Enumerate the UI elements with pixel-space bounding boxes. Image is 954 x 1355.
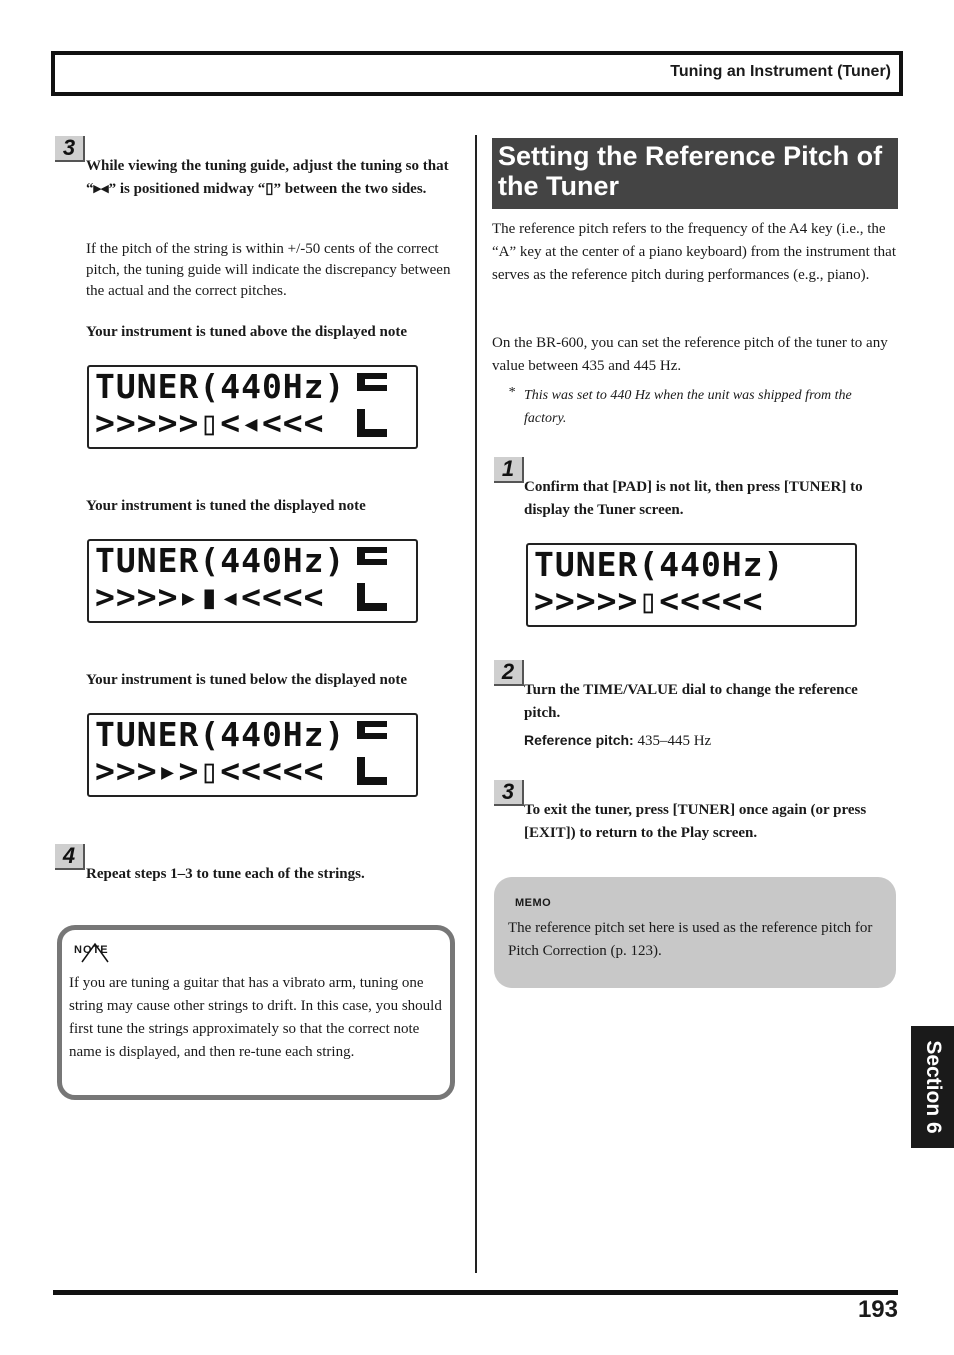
lcd-display-in-tune bbox=[87, 539, 418, 623]
lcd-line-2: >>>>▸▮◂<<<< bbox=[95, 577, 325, 616]
column-divider bbox=[475, 135, 477, 1273]
step-1-instruction: Confirm that [PAD] is not lit, then press [TUNER] to display the Tuner screen. bbox=[524, 479, 863, 518]
step-number-1: 1 bbox=[494, 457, 524, 483]
footer-rule bbox=[53, 1290, 898, 1295]
note-icon: NOTE bbox=[74, 944, 109, 956]
intro-paragraph-2: On the BR-600, you can set the reference pitch of the tuner to any value between 435 and 445 Hz. bbox=[492, 335, 888, 374]
lcd-display-tuner bbox=[526, 543, 857, 627]
step-3-body: If the pitch of the string is within +/-50 cents of the correct pitch, the tuning guide will indicate the discrepancy between the actual and the correct pitches. bbox=[86, 241, 451, 299]
step-4-instruction: Repeat steps 1–3 to tune each of the strings. bbox=[86, 866, 365, 882]
step-3-instruction-mid: ” is positioned midway “ bbox=[108, 181, 266, 197]
reference-pitch-value: 435–445 Hz bbox=[637, 733, 712, 749]
step-number-3: 3 bbox=[55, 136, 85, 162]
section-heading: Setting the Reference Pitch of the Tuner bbox=[492, 138, 898, 209]
case-label-above: Your instrument is tuned above the displayed note bbox=[86, 324, 408, 340]
center-bar-icon: ▯ bbox=[265, 181, 274, 197]
note-box bbox=[57, 925, 455, 1100]
step-number-2: 2 bbox=[494, 660, 524, 686]
lcd-line-2: >>>>>▯<◂<<< bbox=[95, 403, 325, 442]
tuning-arrows-icon: ▸◂ bbox=[93, 181, 109, 197]
footnote-mark: * bbox=[508, 385, 515, 400]
note-e-icon bbox=[355, 719, 389, 789]
case-label-below: Your instrument is tuned below the displayed note bbox=[86, 672, 408, 688]
step-3-instruction bbox=[86, 155, 461, 201]
note-text: If you are tuning a guitar that has a vibrato arm, tuning one string may cause other strings to drift. In this case, you should first tune the strings approximately so that the correct note name is displayed, and then re-tune each string. bbox=[69, 975, 442, 1060]
section-tab bbox=[911, 1026, 954, 1148]
lcd-display-above bbox=[87, 365, 418, 449]
case-label-in-tune: Your instrument is tuned the displayed note bbox=[86, 498, 366, 514]
reference-pitch-parameter bbox=[524, 732, 711, 750]
lcd-display-below bbox=[87, 713, 418, 797]
step-2-instruction: Turn the TIME/VALUE dial to change the reference pitch. bbox=[524, 682, 858, 721]
step-3-instruction-post: ” between the two sides. bbox=[273, 181, 427, 197]
lcd-line-1: TUNER(440Hz) bbox=[95, 715, 346, 754]
running-header-title: Tuning an Instrument (Tuner) bbox=[670, 63, 891, 80]
footnote: This was set to 440 Hz when the unit was shipped from the factory. bbox=[524, 388, 852, 426]
running-header bbox=[51, 51, 903, 96]
note-e-icon bbox=[355, 371, 389, 441]
lcd-line-1: TUNER(440Hz) bbox=[95, 541, 346, 580]
memo-icon: MEMO bbox=[515, 897, 552, 909]
note-hand-icon bbox=[78, 942, 112, 966]
lcd-line-2: >>>▸>▯<<<<< bbox=[95, 751, 325, 790]
lcd-line-1: TUNER(440Hz) bbox=[534, 545, 785, 584]
lcd-line-2: >>>>>▯<<<<< bbox=[534, 581, 764, 620]
reference-pitch-label: Reference pitch: bbox=[524, 732, 634, 748]
step-number-3-right: 3 bbox=[494, 780, 524, 806]
page-number: 193 bbox=[857, 1296, 898, 1323]
section-tab-label: Section 6 bbox=[921, 1040, 945, 1134]
intro-paragraph-1: The reference pitch refers to the frequency of the A4 key (i.e., the “A” key at the center of a piano keyboard) from the instrument that serves as the reference pitch during performances (e.g., piano). bbox=[492, 221, 897, 283]
note-e-icon bbox=[355, 545, 389, 615]
memo-text: The reference pitch set here is used as the reference pitch for Pitch Correction (p. 123). bbox=[508, 920, 873, 959]
step-number-4: 4 bbox=[55, 844, 85, 870]
lcd-line-1: TUNER(440Hz) bbox=[95, 367, 346, 406]
step-3-exit-instruction: To exit the tuner, press [TUNER] once again (or press [EXIT]) to return to the Play screen. bbox=[524, 802, 867, 841]
memo-box bbox=[494, 877, 896, 988]
step-3-instruction-pre: While viewing the tuning guide, adjust the tuning so that “ bbox=[86, 158, 449, 197]
